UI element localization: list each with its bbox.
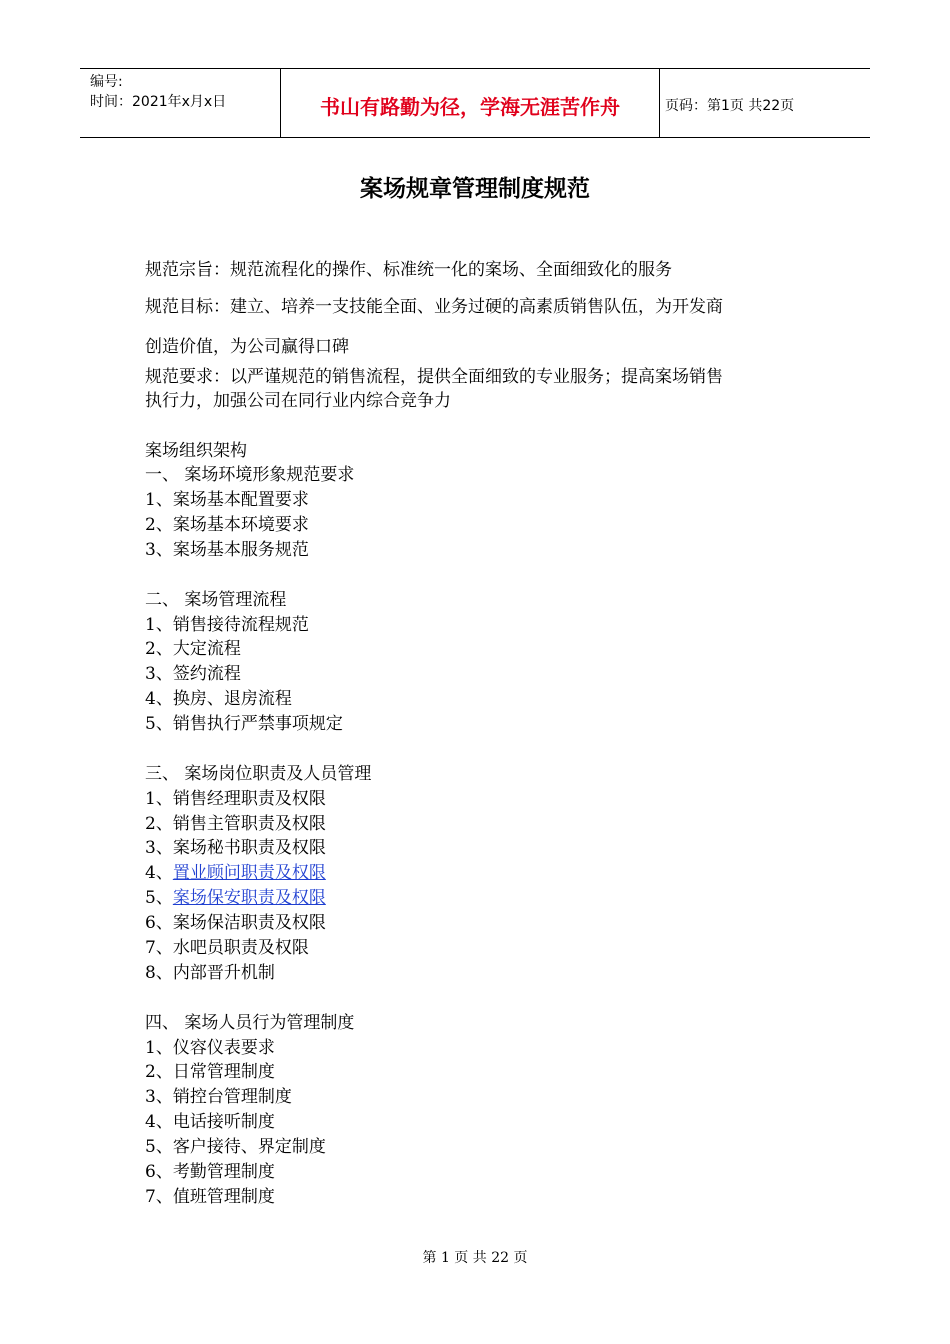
list-item: 1、仪容仪表要求 (145, 1038, 275, 1058)
list-item: 7、值班管理制度 (145, 1187, 275, 1207)
goal-text-line1: 规范目标：建立、培养一支技能全面、业务过硬的高素质销售队伍，为开发商 (145, 297, 723, 317)
list-item: 3、案场基本服务规范 (145, 540, 309, 560)
list-item-link (145, 861, 326, 886)
list-item: 2、案场基本环境要求 (145, 515, 309, 535)
list-item: 6、案场保洁职责及权限 (145, 913, 326, 933)
list-item: 3、案场秘书职责及权限 (145, 838, 326, 858)
purpose-text: 规范宗旨：规范流程化的操作、标准统一化的案场、全面细致化的服务 (145, 260, 672, 280)
header-left-cell (80, 69, 281, 137)
list-item-link (145, 886, 326, 911)
header-middle-cell (281, 69, 660, 137)
consultant-duties-link[interactable]: 置业顾问职责及权限 (172, 863, 326, 883)
section-heading: 三、 案场岗位职责及人员管理 (145, 764, 372, 784)
list-item: 1、销售接待流程规范 (145, 615, 309, 635)
list-item: 4、换房、退房流程 (145, 689, 292, 709)
header-motto: 书山有路勤为径，学海无涯苦作舟 (320, 95, 620, 119)
list-item: 8、内部晋升机制 (145, 963, 275, 983)
section-heading: 一、 案场环境形象规范要求 (145, 465, 355, 485)
list-item: 3、销控台管理制度 (145, 1087, 292, 1107)
list-item: 1、案场基本配置要求 (145, 490, 309, 510)
page-header (80, 68, 870, 138)
list-item: 7、水吧员职责及权限 (145, 938, 309, 958)
goal-text-line2: 创造价值，为公司赢得口碑 (145, 337, 349, 357)
document-number-label: 编号: (90, 74, 123, 90)
list-item: 1、销售经理职责及权限 (145, 789, 326, 809)
requirement-text-line2: 执行力，加强公司在同行业内综合竞争力 (145, 391, 451, 411)
list-item: 2、大定流程 (145, 639, 241, 659)
section-heading: 四、 案场人员行为管理制度 (145, 1013, 355, 1033)
header-page-info: 页码：第1页 共22页 (665, 98, 795, 114)
section-heading: 二、 案场管理流程 (145, 590, 287, 610)
list-item-number: 4、 (145, 863, 173, 883)
list-item: 5、客户接待、界定制度 (145, 1137, 326, 1157)
page-footer: 第 1 页 共 22 页 (422, 1250, 528, 1266)
list-item: 3、签约流程 (145, 664, 241, 684)
document-title: 案场规章管理制度规范 (360, 176, 590, 202)
list-item: 4、电话接听制度 (145, 1112, 275, 1132)
header-right-cell (660, 69, 870, 137)
list-item: 2、销售主管职责及权限 (145, 814, 326, 834)
list-item: 5、销售执行严禁事项规定 (145, 714, 343, 734)
requirement-text-line1: 规范要求：以严谨规范的销售流程，提供全面细致的专业服务；提高案场销售 (145, 367, 723, 387)
list-item: 6、考勤管理制度 (145, 1162, 275, 1182)
org-structure-heading: 案场组织架构 (145, 441, 247, 461)
list-item-number: 5、 (145, 888, 173, 908)
document-time-label: 时间：2021年x月x日 (90, 94, 227, 110)
security-duties-link[interactable]: 案场保安职责及权限 (172, 888, 326, 908)
list-item: 2、日常管理制度 (145, 1062, 275, 1082)
